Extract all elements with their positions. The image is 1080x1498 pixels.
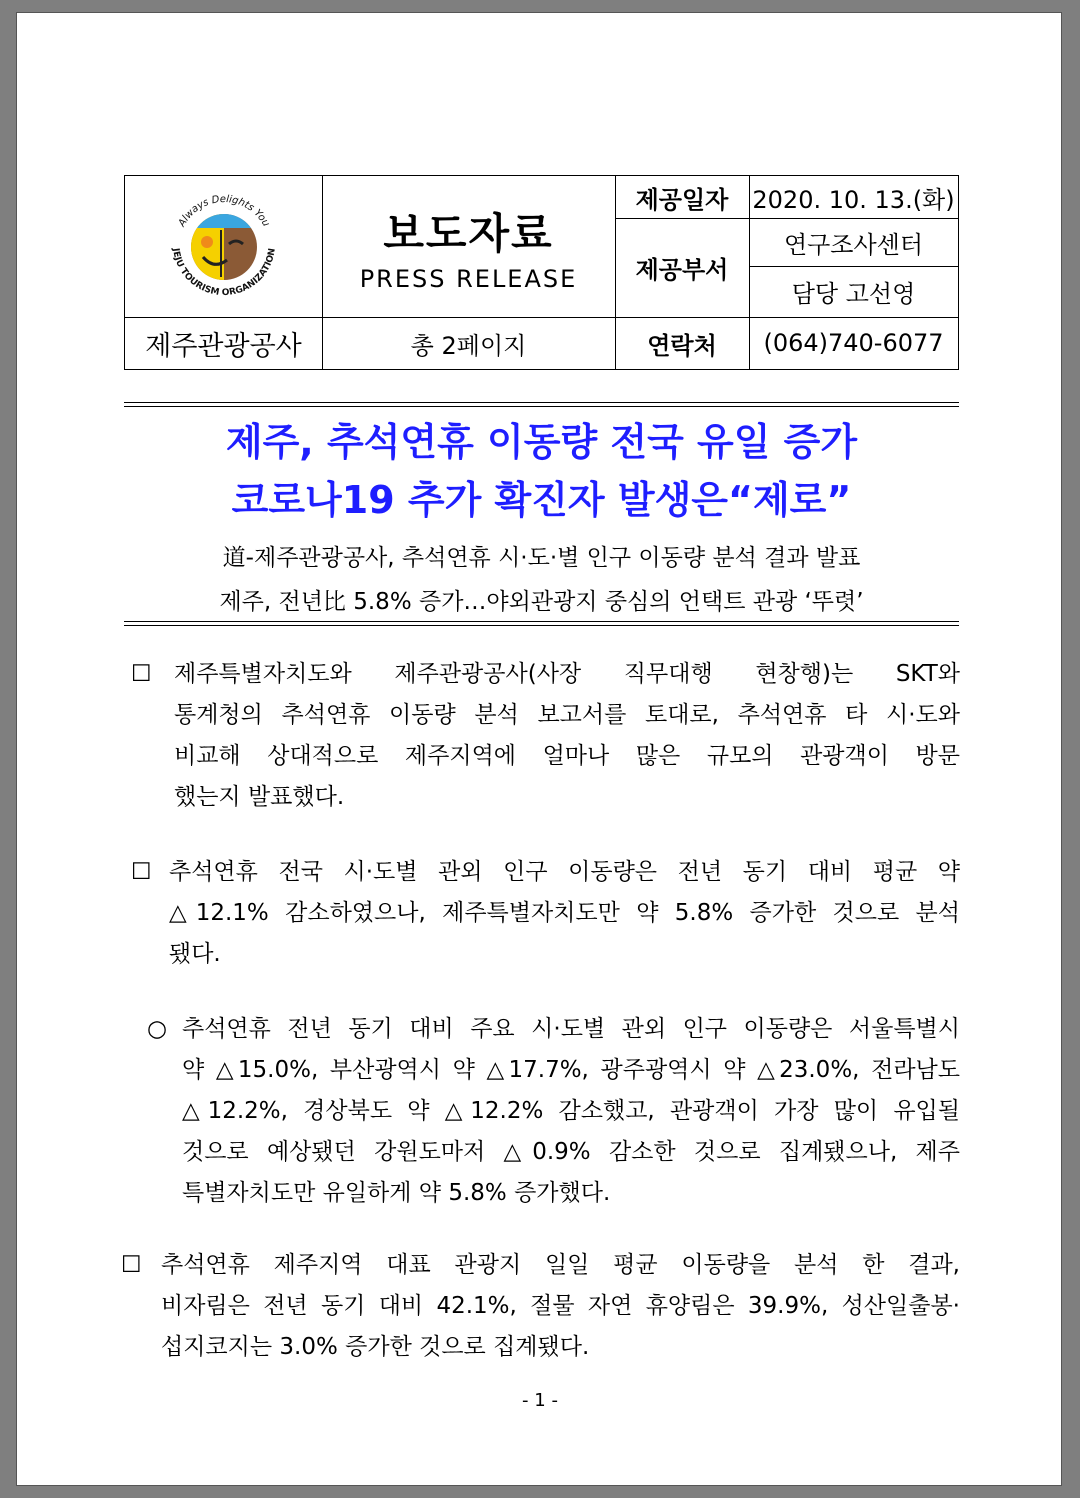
logo-arc-bottom: JEJU TOURISM ORGANIZATION (169, 246, 278, 298)
paragraph-line: 약 △15.0%, 부산광역시 약 △17.7%, 광주광역시 약 △23.0%, 전라남도 (182, 1057, 960, 1083)
paragraph-line: 통계청의 추석연휴 이동량 분석 보고서를 토대로, 추석연휴 타 시·도와 (174, 702, 960, 728)
checkbox-bullet-3: ☐ (121, 1252, 142, 1278)
logo-cell (125, 176, 322, 317)
dept-value: 연구조사센터 (783, 230, 924, 259)
paragraph-line: 비자림은 전년 동기 대비 42.1%, 절물 자연 휴양림은 39.9%, 성산일출봉· (161, 1293, 960, 1319)
paragraph-line: 섭지코지는 3.0% 증가한 것으로 집계됐다. (161, 1334, 590, 1360)
contact-person: 담당 고선영 (791, 280, 916, 308)
paragraph-3 (182, 1009, 960, 1214)
phone-label: 연락처 (647, 331, 717, 360)
paragraph-line: 추석연휴 제주지역 대표 관광지 일일 평균 이동량을 분석 한 결과, (161, 1252, 960, 1278)
paragraph-line: 됐다. (169, 941, 221, 967)
paragraph-line: 것으로 예상됐던 강원도마저 △0.9% 감소한 것으로 집계됐으나, 제주 (182, 1139, 960, 1165)
paragraph-line: 비교해 상대적으로 제주지역에 얼마나 많은 규모의 관광객이 방문 (174, 743, 960, 769)
press-subtitle: PRESS RELEASE (359, 264, 578, 293)
date-label: 제공일자 (635, 185, 729, 214)
paragraph-line: 추석연휴 전국 시·도별 관외 인구 이동량은 전년 동기 대비 평균 약 (169, 859, 960, 885)
headline-line-2: 코로나19 추가 확진자 발생은“제로” (231, 478, 852, 522)
jeju-tourism-logo-icon (159, 182, 289, 312)
page-count: 총 2페이지 (410, 331, 527, 360)
date-value: 2020. 10. 13.(화) (752, 185, 955, 214)
circle-bullet: ○ (147, 1016, 168, 1042)
paragraph-1 (174, 654, 960, 818)
paragraph-line: 추석연휴 전년 동기 대비 주요 시·도별 관외 인구 이동량은 서울특별시 (182, 1016, 960, 1042)
subheadline-line-1: 道-제주관광공사, 추석연휴 시·도·별 인구 이동량 분석 결과 발표 (222, 545, 861, 571)
paragraph-4 (161, 1245, 960, 1368)
subheadline-line-2: 제주, 전년比 5.8% 증가…야외관광지 중심의 언택트 관광 ‘뚜렷’ (219, 589, 864, 615)
paragraph-line: △12.2%, 경상북도 약 △12.2% 감소했고, 관광객이 가장 많이 유입될 (182, 1098, 960, 1124)
paragraph-line: 했는지 발표했다. (174, 784, 345, 810)
headline-rule-bottom-1 (124, 621, 959, 622)
title-cell (322, 176, 615, 317)
paragraph-2 (169, 852, 960, 975)
paragraph-line: 특별자치도만 유일하게 약 5.8% 증가했다. (182, 1180, 611, 1206)
checkbox-bullet-1: ☐ (131, 661, 152, 687)
press-header-table (124, 175, 959, 370)
logo-arc-top: Always Delights You (176, 193, 271, 229)
headline-rule-bottom-2 (124, 625, 959, 626)
press-title: 보도자료 (383, 208, 554, 258)
document-page (16, 12, 1062, 1486)
dept-label: 제공부서 (635, 256, 729, 284)
page-number: - 1 - (522, 1390, 558, 1411)
checkbox-bullet-2: ☐ (131, 859, 152, 885)
paragraph-line: 제주특별자치도와 제주관광공사(사장 직무대행 현창행)는 SKT와 (174, 661, 960, 687)
paragraph-line: △12.1% 감소하였으나, 제주특별자치도만 약 5.8% 증가한 것으로 분석 (169, 900, 960, 926)
headline-rule-top-2 (124, 406, 959, 407)
headline-rule-top-1 (124, 402, 959, 403)
headline-line-1: 제주, 추석연휴 이동량 전국 유일 증가 (225, 420, 858, 464)
phone-value: (064)740-6077 (763, 329, 944, 357)
org-name: 제주관광공사 (145, 330, 302, 362)
